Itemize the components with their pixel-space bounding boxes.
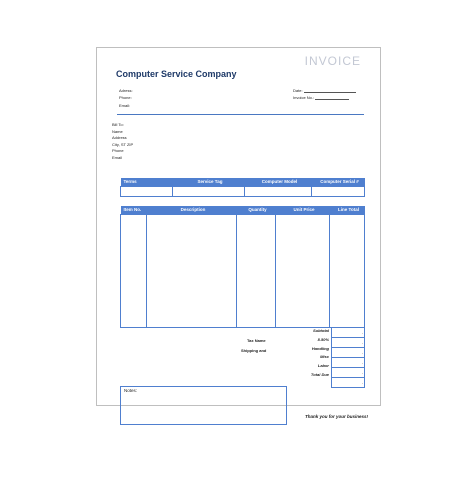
notes-label: Notes: <box>124 388 138 393</box>
service-tag-header: Service Tag <box>197 179 223 185</box>
header-divider <box>117 114 364 115</box>
subtotal-value[interactable]: - <box>332 328 365 338</box>
items-table <box>120 206 365 328</box>
thank-you-message: Thank you for your business! <box>304 414 368 419</box>
invoice-no-label: Invoice No.: <box>293 95 315 100</box>
computer-serial-header: Computer Serial # <box>320 179 359 185</box>
totals-labels <box>293 328 329 381</box>
invoice-no-row <box>293 95 349 100</box>
shipping-label: Shipping and <box>241 348 267 353</box>
items-body-row <box>121 214 365 327</box>
bill-to-phone: Phone <box>112 148 124 153</box>
computer-serial-cell[interactable] <box>312 186 365 196</box>
handling-label: Handling <box>311 345 329 351</box>
invoice-page <box>96 47 381 419</box>
bill-to-address: Address <box>112 135 127 140</box>
items-header-row <box>121 206 365 214</box>
computer-model-cell[interactable] <box>245 186 312 196</box>
unit-price-column[interactable] <box>276 214 330 327</box>
tax-rate-label: 8.50% <box>317 336 329 342</box>
bill-to-block <box>112 122 133 161</box>
misc-label: Misc <box>320 354 329 360</box>
notes-box[interactable] <box>120 386 287 425</box>
invoice-title: INVOICE <box>304 54 361 68</box>
total-due-value[interactable]: - <box>332 378 365 388</box>
bill-to-city: City, ST ZIP <box>112 141 134 147</box>
bill-to-label: Bill To: <box>112 122 124 127</box>
handling-value[interactable]: - <box>332 348 365 358</box>
unit-price-header: Unit Price <box>293 207 315 213</box>
misc-value[interactable]: - <box>332 358 365 368</box>
subtotal-label: Subtotal <box>313 328 329 333</box>
labor-value[interactable]: - <box>332 368 365 378</box>
service-tag-cell[interactable] <box>173 186 245 196</box>
bill-to-name: Name <box>112 128 123 134</box>
totals-table <box>331 327 365 388</box>
quantity-header: Quantity <box>248 207 267 213</box>
item-no-column[interactable] <box>121 214 147 327</box>
labor-label: Labor <box>317 363 329 369</box>
date-row <box>293 88 356 93</box>
tax-value[interactable]: - <box>332 338 365 348</box>
quantity-column[interactable] <box>237 214 276 327</box>
service-row <box>121 186 365 196</box>
date-field[interactable] <box>304 88 356 93</box>
invoice-no-field[interactable] <box>315 95 349 100</box>
address-label: Adress: <box>119 88 133 93</box>
terms-header: Terms <box>123 179 137 185</box>
service-table <box>120 178 365 197</box>
description-column[interactable] <box>147 214 237 327</box>
company-name: Computer Service Company <box>116 69 237 79</box>
phone-label: Phone: <box>119 95 132 100</box>
item-no-header: Item No. <box>123 207 142 213</box>
line-total-column[interactable] <box>330 214 365 327</box>
bill-to-email: Email <box>112 154 123 160</box>
service-header-row <box>121 178 365 186</box>
computer-model-header: Computer Model <box>261 179 298 185</box>
description-header: Description <box>180 207 206 213</box>
date-label: Date: <box>293 88 303 93</box>
line-total-header: Line Total <box>338 207 359 213</box>
total-due-label: Total Due <box>310 371 329 377</box>
email-label: Email: <box>119 103 131 108</box>
tax-name-label: Tax Name <box>247 338 266 343</box>
terms-cell[interactable] <box>121 186 173 196</box>
